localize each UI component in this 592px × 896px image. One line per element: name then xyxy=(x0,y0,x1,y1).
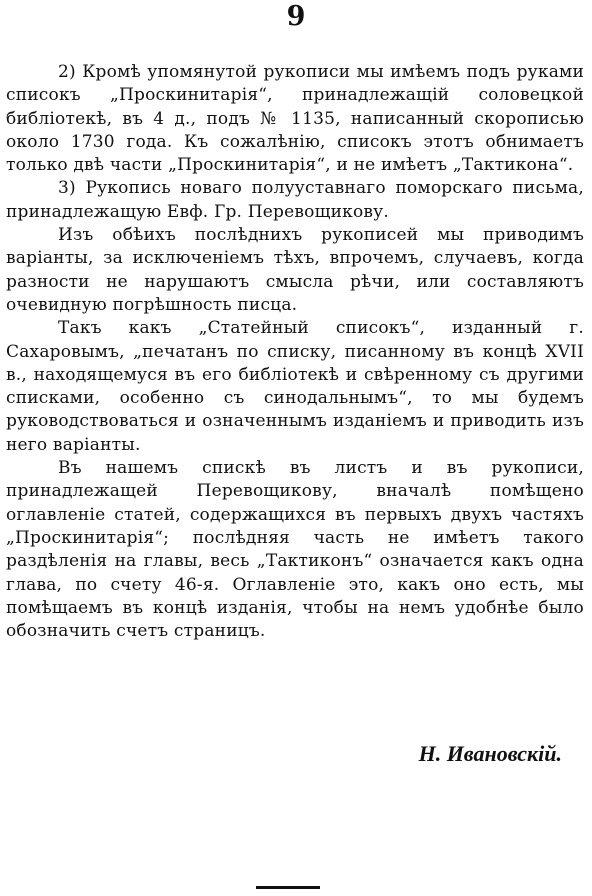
page-number: 9 xyxy=(286,1,306,32)
paragraph: Въ нашемъ спискѣ въ листъ и въ рукописи, принадлежащей Перевощикову, вначалѣ помѣщено оглавленіе статей, содержащихся въ первыхъ двухъ частяхъ „Проскинитарія“; послѣдняя часть не имѣетъ такого раздѣленія на главы, весь „Тактиконъ“ означается какъ одна глава, по счету 46-я. Оглавленіе это, какъ оно есть, мы помѣщаемъ въ концѣ изданія, чтобы на немъ удобнѣе было обозначить счетъ страницъ. xyxy=(6,458,584,642)
author-signature: Н. Ивановскій. xyxy=(418,741,562,766)
paragraph: Такъ какъ „Статейный списокъ“, изданный г. Сахаровымъ, „печатанъ по списку, писанному въ концѣ XVII в., находящемуся въ его библіотекѣ и свѣренному съ другими списками, особенно съ синодальнымъ“, то мы будемъ руководствоваться и означеннымъ изданіемъ и приводить изъ него варіанты. xyxy=(6,318,584,455)
body-text xyxy=(6,61,584,643)
paragraph: 3) Рукопись новаго полууставнаго поморскаго письма, принадлежащую Евф. Гр. Перевощикову. xyxy=(6,178,584,222)
footer-rule xyxy=(256,886,320,889)
paragraph: 2) Кромѣ упомянутой рукописи мы имѣемъ подъ руками списокъ „Проскинитарія“, принадлежащій соловецкой библіотекѣ, въ 4 д., подъ № 1135, написанный скорописью около 1730 года. Къ сожалѣнію, списокъ этотъ обнимаетъ только двѣ части „Проскинитарія“, и не имѣетъ „Тактикона“. xyxy=(6,62,584,176)
paragraph: Изъ обѣихъ послѣднихъ рукописей мы приводимъ варіанты, за исключеніемъ тѣхъ, впрочемъ, случаевъ, когда разности не нарушаютъ смысла рѣчи, или составляютъ очевидную погрѣшность писца. xyxy=(6,225,584,315)
